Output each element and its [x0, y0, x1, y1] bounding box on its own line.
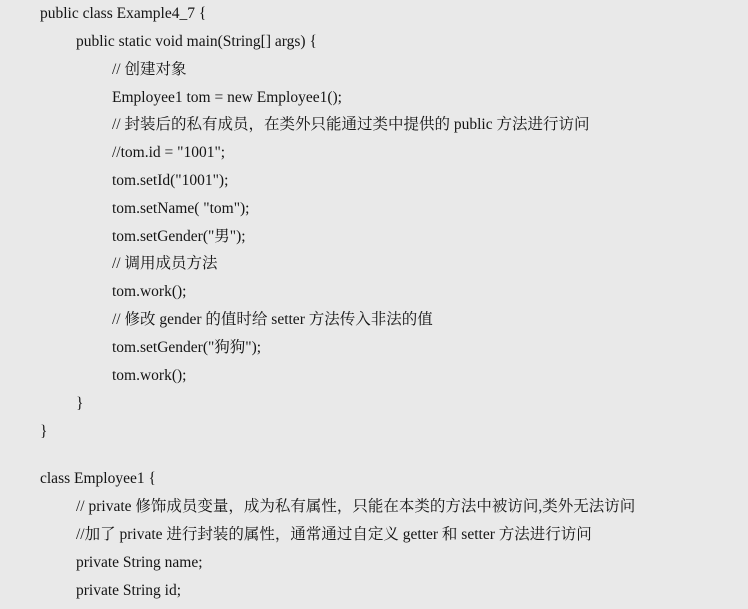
code-line-16: }: [40, 423, 48, 440]
code-line-15: }: [76, 395, 84, 412]
code-line-5: // 封装后的私有成员，在类外只能通过类中提供的 public 方法进行访问: [112, 116, 590, 133]
code-line-10: // 调用成员方法: [112, 255, 218, 272]
code-line-7: tom.setId("1001");: [112, 172, 229, 189]
code-line-1: public class Example4_7 {: [40, 5, 207, 22]
code-line-12: // 修改 gender 的值时给 setter 方法传入非法的值: [112, 311, 433, 328]
code-line-2: public static void main(String[] args) {: [76, 33, 317, 50]
code-line-14: tom.work();: [112, 367, 187, 384]
code-line-21: private String id;: [76, 582, 182, 599]
code-line-8: tom.setName( "tom");: [112, 200, 250, 217]
code-line-20: private String name;: [76, 554, 203, 571]
code-line-11: tom.work();: [112, 283, 187, 300]
code-line-9: tom.setGender("男");: [112, 228, 246, 245]
code-line-4: Employee1 tom = new Employee1();: [112, 89, 342, 106]
code-line-18: // private 修饰成员变量，成为私有属性，只能在本类的方法中被访问,类外无法访问: [76, 498, 636, 515]
code-line-3: // 创建对象: [112, 61, 187, 78]
code-line-17: class Employee1 {: [40, 470, 156, 487]
code-line-13: tom.setGender("狗狗");: [112, 339, 262, 356]
code-line-19: //加了 private 进行封装的属性，通常通过自定义 getter 和 setter 方法进行访问: [76, 526, 592, 543]
code-line-6: //tom.id = "1001";: [112, 144, 226, 161]
